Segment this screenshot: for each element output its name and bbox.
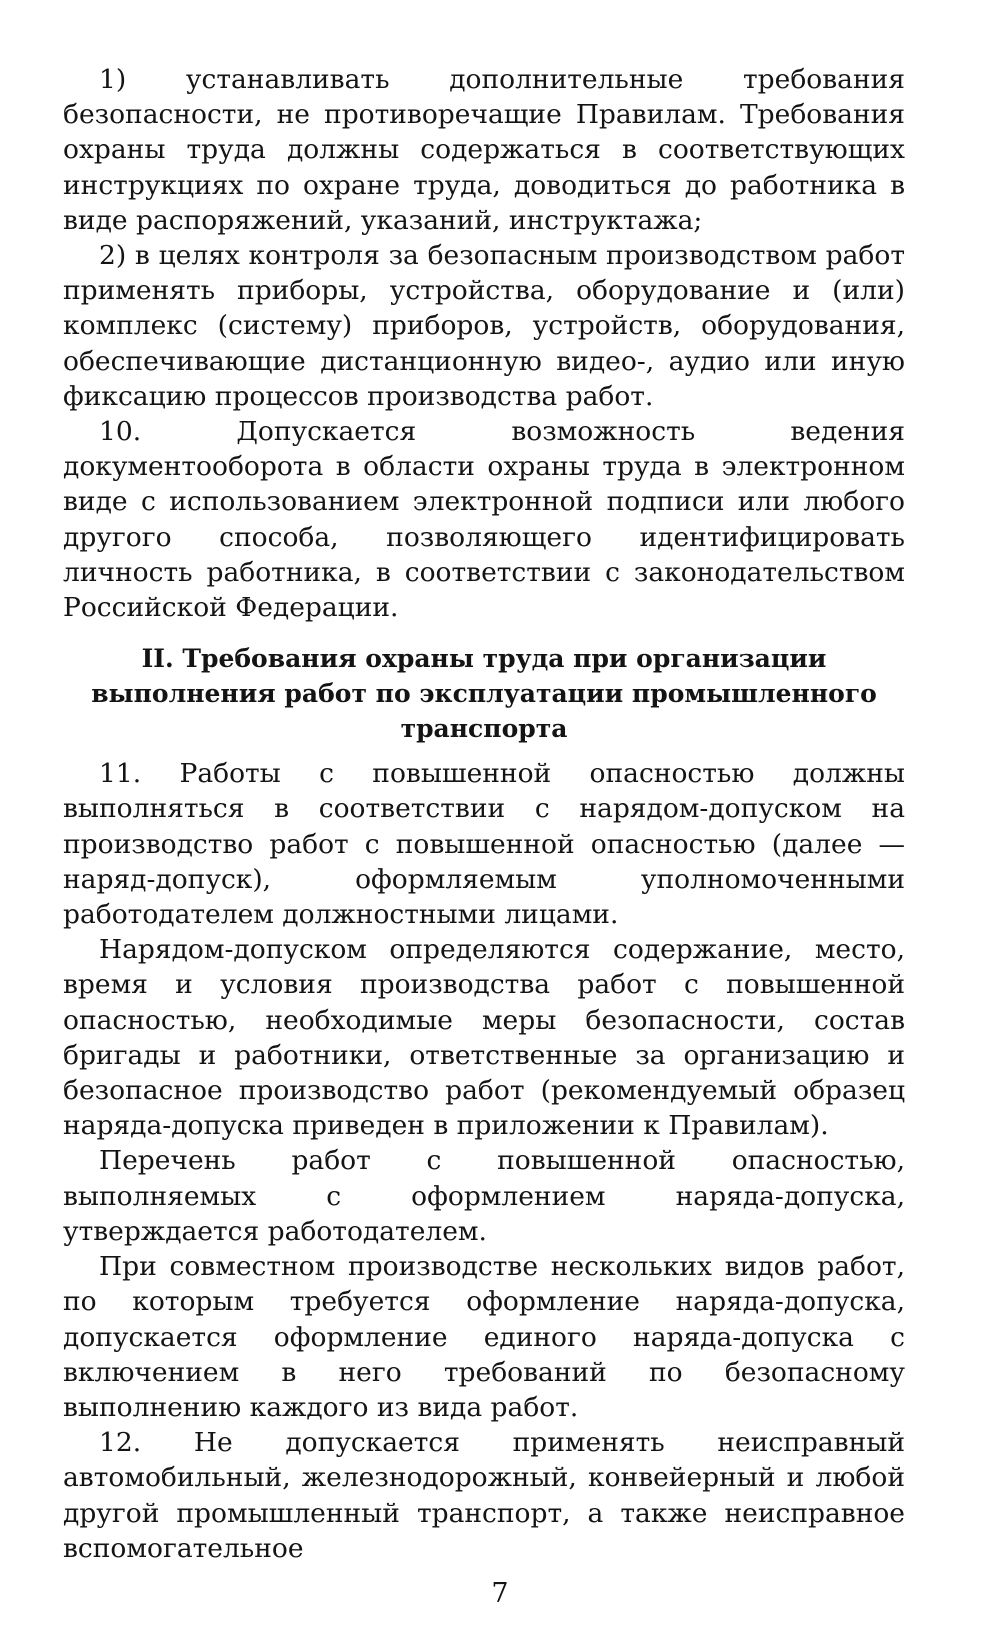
paragraph-work-list: Перечень работ с повышенной опасностью, выполняемых с оформлением наряда-допуска, утверждается работодателем. — [63, 1145, 905, 1247]
section-heading — [63, 641, 905, 746]
page-number: 7 — [491, 1578, 509, 1609]
paragraph-item-1: 1) устанавливать дополнительные требования безопасности, не противоречащие Правилам. Требования охраны труда должны содержаться в соответствующих инструкциях по охране труда, доводиться до работника в виде распоряжений, указаний, инструктажа; — [63, 64, 905, 236]
paragraph-work-permit-definition: Нарядом-допуском определяются содержание, место, время и условия производства работ с повышенной опасностью, необходимые меры безопасности, состав бригады и работники, ответственные за организацию и безопасное производство работ (рекомендуемый образец наряда-допуска приведен в приложении к Правилам). — [63, 934, 905, 1142]
paragraph-point-12: 12. Не допускается применять неисправный автомобильный, железнодорожный, конвейерный и любой другой промышленный транспорт, а также неисправное вспомогательное — [63, 1427, 905, 1564]
paragraph-joint-works: При совместном производстве нескольких видов работ, по которым требуется оформление наряда-допуска, допускается оформление единого наряда-допуска с включением в него требований по безопасному выполнению каждого из вида работ. — [63, 1251, 905, 1423]
paragraph-point-11: 11. Работы с повышенной опасностью должны выполняться в соответствии с нарядом-допуском на производство работ с повышенной опасностью (далее — наряд-допуск), оформляемым уполномоченными работодателем должностными лицами. — [63, 758, 905, 931]
page-body — [63, 62, 905, 1566]
section-heading-line: транспорта — [400, 714, 568, 744]
section-heading-line: II. Требования охраны труда при организации — [141, 644, 827, 674]
paragraph-item-2: 2) в целях контроля за безопасным производством работ применять приборы, устройства, оборудование и (или) комплекс (систему) приборов, устройств, оборудования, обеспечивающие дистанционную видео-, аудио или иную фиксацию процессов производства работ. — [63, 240, 905, 412]
paragraph-point-10: 10. Допускается возможность ведения документооборота в области охраны труда в электронном виде с использованием электронной подписи или любого другого способа, позволяющего идентифицировать личность работника, в соответствии с законодательством Российской Федерации. — [63, 416, 905, 624]
section-heading-line: выполнения работ по эксплуатации промышленного — [91, 679, 877, 709]
